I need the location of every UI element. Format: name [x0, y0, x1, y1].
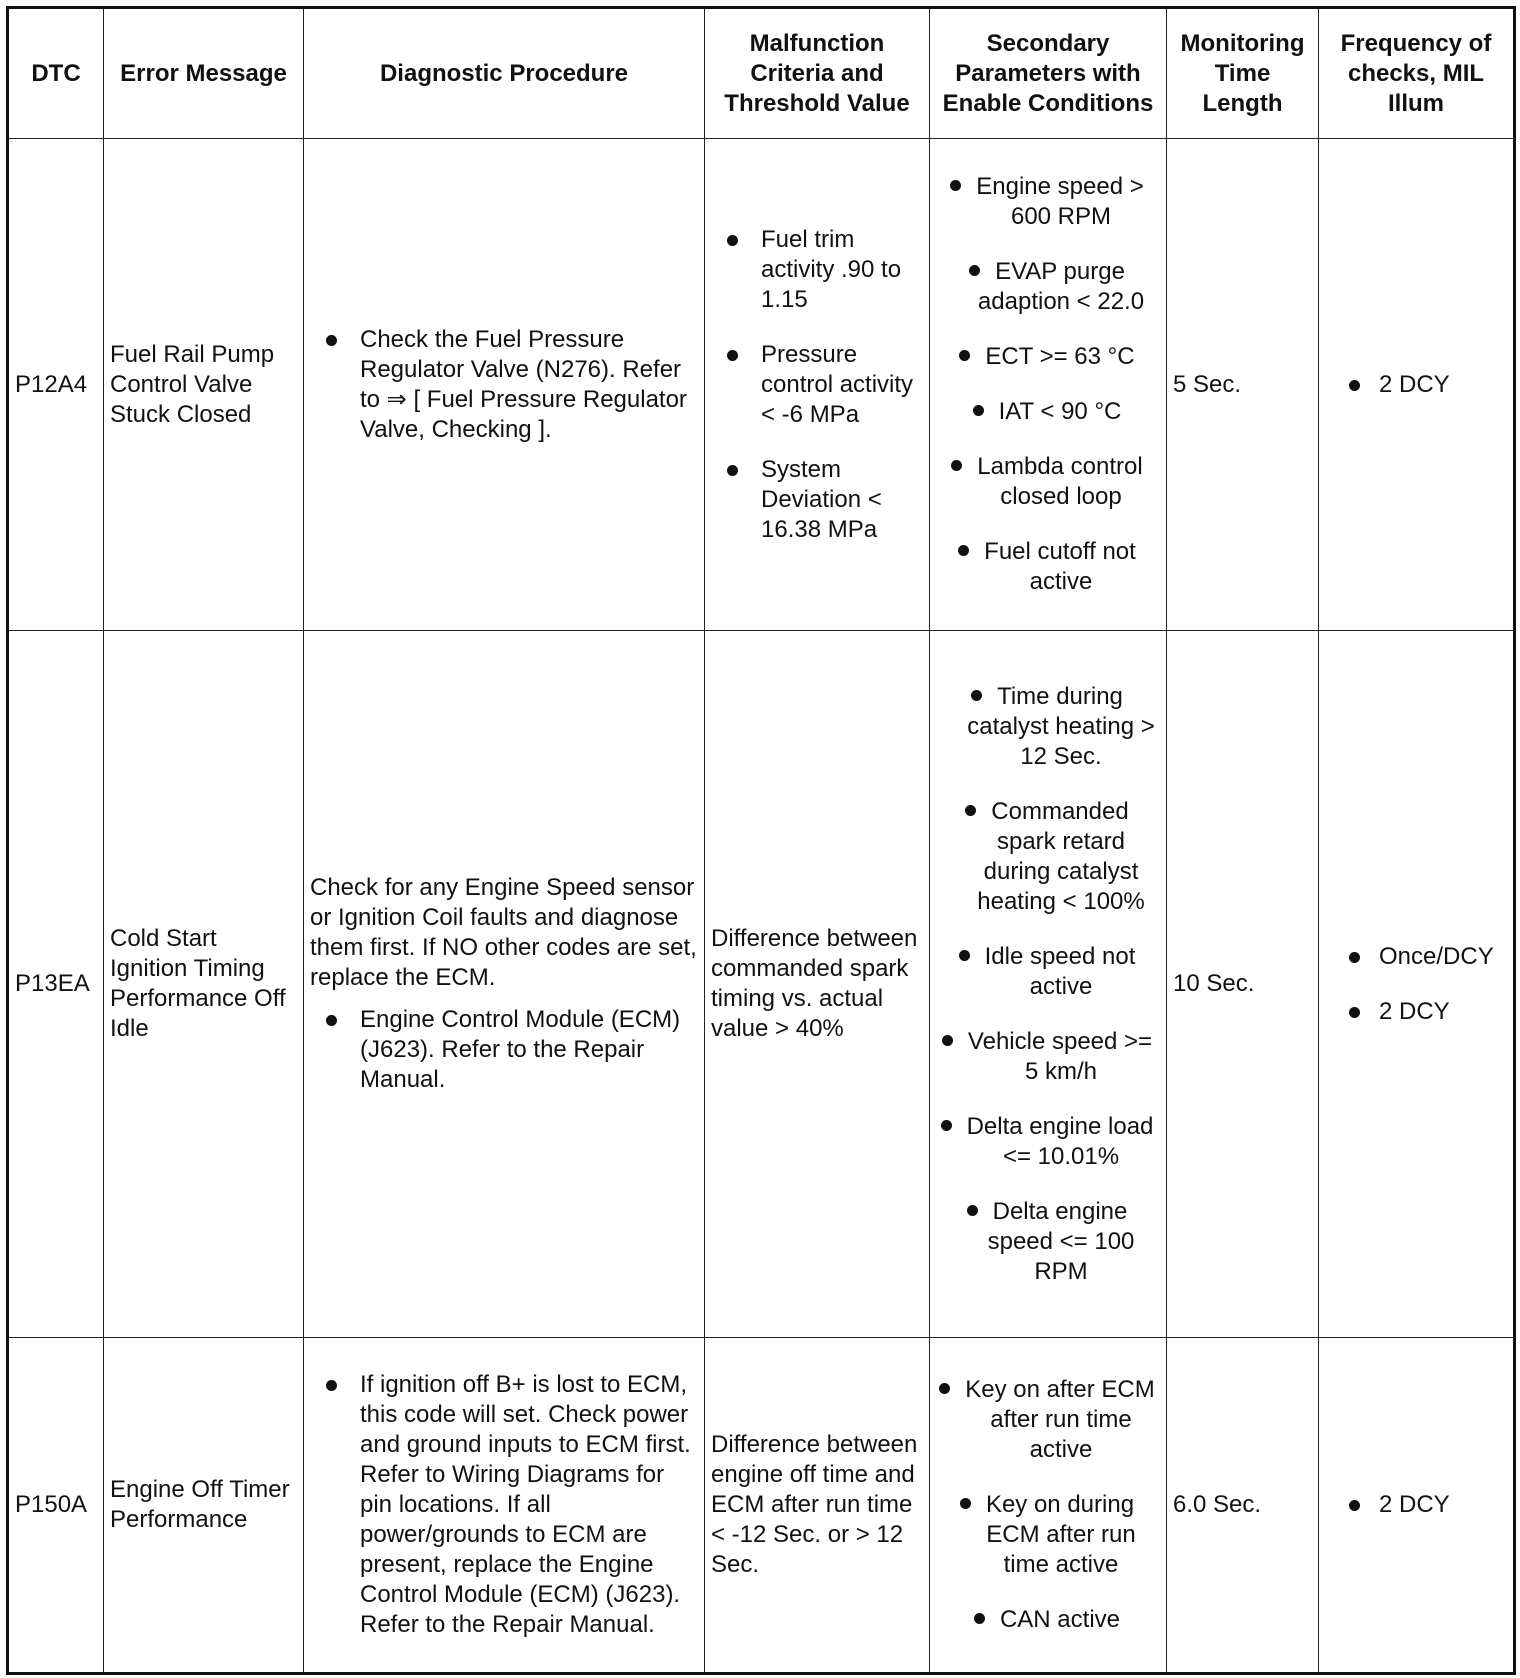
secondary-bullet-list: [936, 172, 1160, 597]
procedure-bullet-list: [310, 325, 698, 445]
header-secondary-parameters: Secondary Parameters with Enable Conditions: [930, 8, 1167, 139]
monitoring-time-cell: 5 Sec.: [1167, 139, 1319, 631]
frequency-bullet: 2 DCY: [1325, 997, 1507, 1027]
dtc-cell: P13EA: [8, 631, 104, 1338]
dtc-cell: P12A4: [8, 139, 104, 631]
secondary-bullet: Delta engine speed <= 100 RPM: [936, 1197, 1160, 1287]
table-row: [8, 1338, 1515, 1674]
frequency-bullet: 2 DCY: [1325, 1490, 1507, 1520]
secondary-bullet: Key on after ECM after run time active: [936, 1375, 1160, 1465]
malfunction-criteria-cell: [705, 1338, 930, 1674]
header-monitoring-time: Monitoring Time Length: [1167, 8, 1319, 139]
secondary-bullet-list: [936, 1375, 1160, 1635]
procedure-bullet: Check the Fuel Pressure Regulator Valve (N276). Refer to ⇒ [ Fuel Pressure Regulator Valve, Checking ].: [310, 325, 698, 445]
secondary-bullet: Time during catalyst heating > 12 Sec.: [936, 682, 1160, 772]
frequency-bullet-list: [1325, 370, 1507, 400]
header-dtc: DTC: [8, 8, 104, 139]
dtc-cell: P150A: [8, 1338, 104, 1674]
frequency-cell: [1319, 631, 1515, 1338]
header-error-message: Error Message: [104, 8, 304, 139]
diagnostic-procedure-cell: [304, 631, 705, 1338]
malfunction-criteria-cell: [705, 139, 930, 631]
procedure-text: Check for any Engine Speed sensor or Ignition Coil faults and diagnose them first. If NO other codes are set, replace the ECM.: [310, 874, 697, 991]
secondary-bullet: Engine speed > 600 RPM: [936, 172, 1160, 232]
error-message-cell: Cold Start Ignition Timing Performance Off Idle: [104, 631, 304, 1338]
procedure-bullet-list: [310, 1370, 698, 1640]
diagnostic-procedure-cell: [304, 139, 705, 631]
frequency-bullet: 2 DCY: [1325, 370, 1507, 400]
secondary-bullet: IAT < 90 °C: [936, 397, 1160, 427]
malfunction-text: Difference between engine off time and ECM after run time < -12 Sec. or > 12 Sec.: [711, 1431, 918, 1578]
secondary-bullet-list: [936, 682, 1160, 1287]
monitoring-time-cell: 6.0 Sec.: [1167, 1338, 1319, 1674]
header-diagnostic-procedure: Diagnostic Procedure: [304, 8, 705, 139]
error-message-cell: Engine Off Timer Performance: [104, 1338, 304, 1674]
malfunction-bullet: Fuel trim activity .90 to 1.15: [711, 225, 923, 315]
secondary-bullet: Commanded spark retard during catalyst heating < 100%: [936, 797, 1160, 917]
secondary-bullet: Vehicle speed >= 5 km/h: [936, 1027, 1160, 1087]
frequency-bullet-list: [1325, 942, 1507, 1027]
secondary-parameters-cell: [930, 631, 1167, 1338]
secondary-bullet: Delta engine load <= 10.01%: [936, 1112, 1160, 1172]
frequency-bullet: Once/DCY: [1325, 942, 1507, 972]
malfunction-bullet: Pressure control activity < -6 MPa: [711, 340, 923, 430]
procedure-bullet: Engine Control Module (ECM) (J623). Refer to the Repair Manual.: [310, 1005, 698, 1095]
diagnostic-procedure-cell: [304, 1338, 705, 1674]
frequency-cell: [1319, 1338, 1515, 1674]
malfunction-bullet-list: [711, 225, 923, 545]
procedure-bullet: If ignition off B+ is lost to ECM, this code will set. Check power and ground inputs to ECM first. Refer to Wiring Diagrams for pin locations. If all power/grounds to ECM are present, replace the Engine Control Module (ECM) (J623). Refer to the Repair Manual.: [310, 1370, 698, 1640]
malfunction-bullet: System Deviation < 16.38 MPa: [711, 455, 923, 545]
secondary-parameters-cell: [930, 139, 1167, 631]
monitoring-time-cell: 10 Sec.: [1167, 631, 1319, 1338]
secondary-parameters-cell: [930, 1338, 1167, 1674]
secondary-bullet: Lambda control closed loop: [936, 452, 1160, 512]
secondary-bullet: EVAP purge adaption < 22.0: [936, 257, 1160, 317]
header-row: [8, 8, 1515, 139]
error-message-cell: Fuel Rail Pump Control Valve Stuck Closed: [104, 139, 304, 631]
header-frequency: Frequency of checks, MIL Illum: [1319, 8, 1515, 139]
frequency-cell: [1319, 139, 1515, 631]
secondary-bullet: ECT >= 63 °C: [936, 342, 1160, 372]
secondary-bullet: Key on during ECM after run time active: [936, 1490, 1160, 1580]
table-body: [8, 139, 1515, 1674]
malfunction-criteria-cell: [705, 631, 930, 1338]
table-row: [8, 139, 1515, 631]
frequency-bullet-list: [1325, 1490, 1507, 1520]
header-malfunction-criteria: Malfunction Criteria and Threshold Value: [705, 8, 930, 139]
procedure-bullet-list: [310, 1005, 698, 1095]
secondary-bullet: CAN active: [936, 1605, 1160, 1635]
table-row: [8, 631, 1515, 1338]
secondary-bullet: Idle speed not active: [936, 942, 1160, 1002]
secondary-bullet: Fuel cutoff not active: [936, 537, 1160, 597]
malfunction-text: Difference between commanded spark timing vs. actual value > 40%: [711, 925, 918, 1042]
dtc-table: [6, 6, 1516, 1675]
